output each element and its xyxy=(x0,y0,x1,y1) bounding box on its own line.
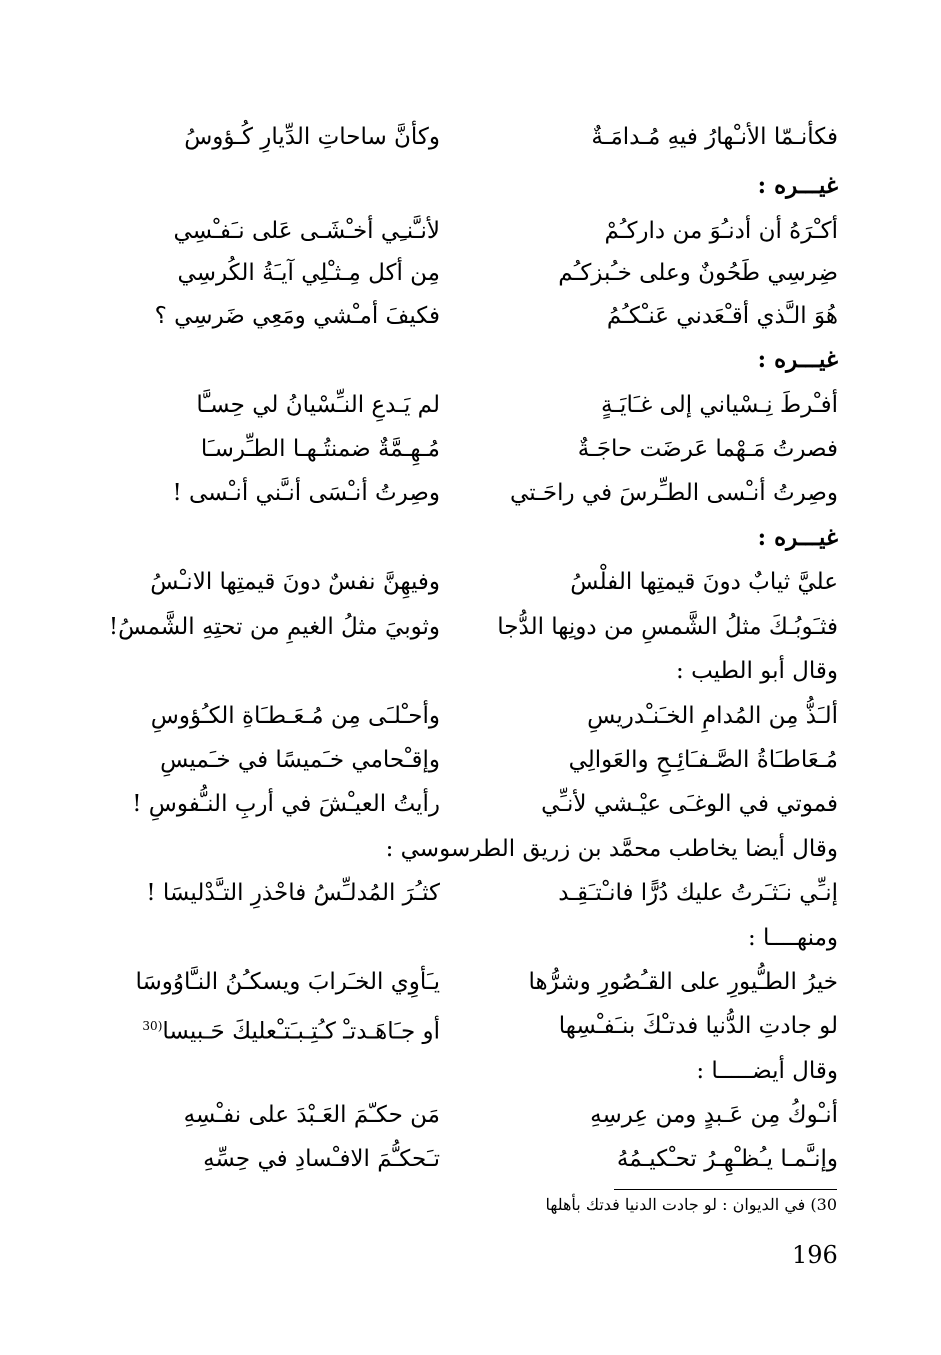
verse-line xyxy=(80,962,838,1002)
heading-label: غيـــره : xyxy=(757,346,838,373)
second-hemistich: كثـُرَ المُدلـِّسُ فاحْذرِ التـَّدْليسَا ! xyxy=(146,880,440,906)
verse-line xyxy=(80,385,838,425)
second-hemistich: فكيفَ أمـْشي ومَعِي ضَرسِي ؟ xyxy=(154,303,440,329)
section-heading xyxy=(80,829,838,869)
verse-line xyxy=(80,473,838,513)
second-hemistich: وإقـْحامي خـَميسًا في خـَميسِ xyxy=(160,747,440,773)
first-hemistich: أكـْرَهُ أن أدنـُوَ من داركـُمْ xyxy=(604,218,838,244)
first-hemistich: فكأنـمّا الأنـْهارُ فيهِ مُـدامَـةٌ xyxy=(591,124,838,150)
first-hemistich: أفـْرطَ نِـسْياني إلى غـَايَـةٍ xyxy=(600,392,838,418)
first-hemistich: وإنـَّمـا يـُظـْهِـرُ تحـْكيـمُهُ xyxy=(616,1146,838,1172)
footnote-reference: (30 xyxy=(142,1019,163,1033)
verse-line xyxy=(80,607,838,647)
first-hemistich: عليَّ ثيابٌ دونَ قيمتِها الفلْسُ xyxy=(570,569,838,595)
first-hemistich: هُوَ الـَّذي أقـْعَدني عَنـْكـُمُ xyxy=(606,303,838,329)
second-hemistich: رأيتُ العيـْشَ في أربِ النـُّفوسِ ! xyxy=(132,791,440,817)
first-hemistich: وصِرتُ أنـْسى الطـِّرسَ في راحَـتي xyxy=(510,480,838,506)
first-hemistich: مُـعَاطـَاةُ الصَّـفـَائِـحِ والعَوالِي xyxy=(568,747,838,773)
second-hemistich: تـَحكـُّمَ الافـْسادِ في حِسِّهِ xyxy=(203,1146,440,1172)
verse-line xyxy=(80,117,838,157)
second-hemistich: وصِرتُ أنـْسَى أنـَّني أنـْسى ! xyxy=(172,480,440,506)
second-hemistich: مُـهِـمَّةٌ ضمنتُـهـا الطـِّرسـَا xyxy=(200,436,440,462)
second-hemistich: وثوبيَ مثلُ الغيمِ من تحتِهِ الشَّمسُ! xyxy=(108,614,440,640)
verse-line xyxy=(80,211,838,251)
second-hemistich: وفيهِنَّ نفسٌ دونَ قيمتِها الانـْسُ xyxy=(150,569,440,595)
section-heading xyxy=(80,651,838,691)
first-hemistich: خيرُ الطـُّيورِ على القـُصُورِ وشرُّها xyxy=(528,969,838,995)
second-hemistich: وكأنَّ ساحاتِ الدِّيارِ كُـؤوسُ xyxy=(184,124,440,150)
first-hemistich: فثـَوبُـكَ مثلُ الشَّمسِ من دونِها الدُّجا xyxy=(497,614,838,640)
first-hemistich: ضِرسِي طَحُونٌ وعلى خـُبزكـُم xyxy=(558,260,838,286)
verse-line xyxy=(80,296,838,336)
first-hemistich: فموتي في الوغـَى عيْـشي لأنـِّي xyxy=(541,791,838,817)
footnote-divider xyxy=(614,1189,837,1190)
first-hemistich: أنـْوكُ مِن عَـبدٍ ومن عِرسِهِ xyxy=(590,1102,838,1128)
verse-line xyxy=(80,1139,838,1179)
heading-label: وقال أيضـــــا : xyxy=(696,1058,838,1084)
second-hemistich: مَن حكـّمَ العَـبْدَ على نفـْسِهِ xyxy=(183,1102,440,1128)
page-number: 196 xyxy=(792,1241,838,1269)
verse-line xyxy=(80,429,838,469)
second-hemistich xyxy=(80,1006,440,1052)
heading-label: وقال أيضا يخاطب محمَّد بن زريق الطرسوسي : xyxy=(385,836,838,862)
verse-line xyxy=(80,253,838,293)
heading-label: وقال أبو الطيب : xyxy=(676,658,838,684)
verse-line xyxy=(80,1006,838,1046)
verse-line xyxy=(80,740,838,780)
footnote: 30) في الديوان : لو جادت الدنيا فدتك بأهلها xyxy=(545,1195,837,1214)
section-heading xyxy=(80,518,838,558)
heading-label: غيـــره : xyxy=(757,172,838,199)
first-hemistich: فصرتُ مَـهْما عَرضَت حاجَـةٌ xyxy=(577,436,838,462)
verse-line xyxy=(80,873,838,913)
heading-label: غيـــره : xyxy=(757,524,838,551)
second-hemistich: مِن أكل مِـثـْلِي آيـَةُ الكُرسِي xyxy=(177,260,440,286)
second-hemistich: لأنـَّنـِي أخـْشَـى عَلى نـَفـْسِي xyxy=(173,218,440,244)
second-hemistich: وأحـْلـَى مِن مُـعَـطـَاةِ الكـُؤوسِ xyxy=(150,703,440,729)
section-heading xyxy=(80,166,838,206)
second-hemistich-text: أو جـَاهَـدتـْ كـُتِـبـَتـْعليكَ حَـبيسا xyxy=(162,1018,440,1045)
section-heading xyxy=(80,918,838,958)
first-hemistich: لو جادتِ الدُّنيا فدتـْكَ بنـَفـْسِها xyxy=(558,1013,838,1039)
section-heading xyxy=(80,1051,838,1091)
second-hemistich: يـَأوِي الخـَرابَ ويسكـُنُ النـَّاوُوسَا xyxy=(135,969,440,995)
second-hemistich: لم يَـدعِ النـِّسْيانُ لي حِسـَّا xyxy=(196,392,440,418)
verse-line xyxy=(80,784,838,824)
first-hemistich: ألـَذُّ مِن المُدامِ الخـَنـْدريسِ xyxy=(587,703,838,729)
first-hemistich: إنـِّي نـَثـَرتُ عليك دُرًّا فانـْتـَقِـد xyxy=(558,880,838,906)
section-heading xyxy=(80,340,838,380)
verse-line xyxy=(80,562,838,602)
verse-line xyxy=(80,1095,838,1135)
verse-line xyxy=(80,696,838,736)
heading-label: ومنهــــا : xyxy=(748,925,838,951)
